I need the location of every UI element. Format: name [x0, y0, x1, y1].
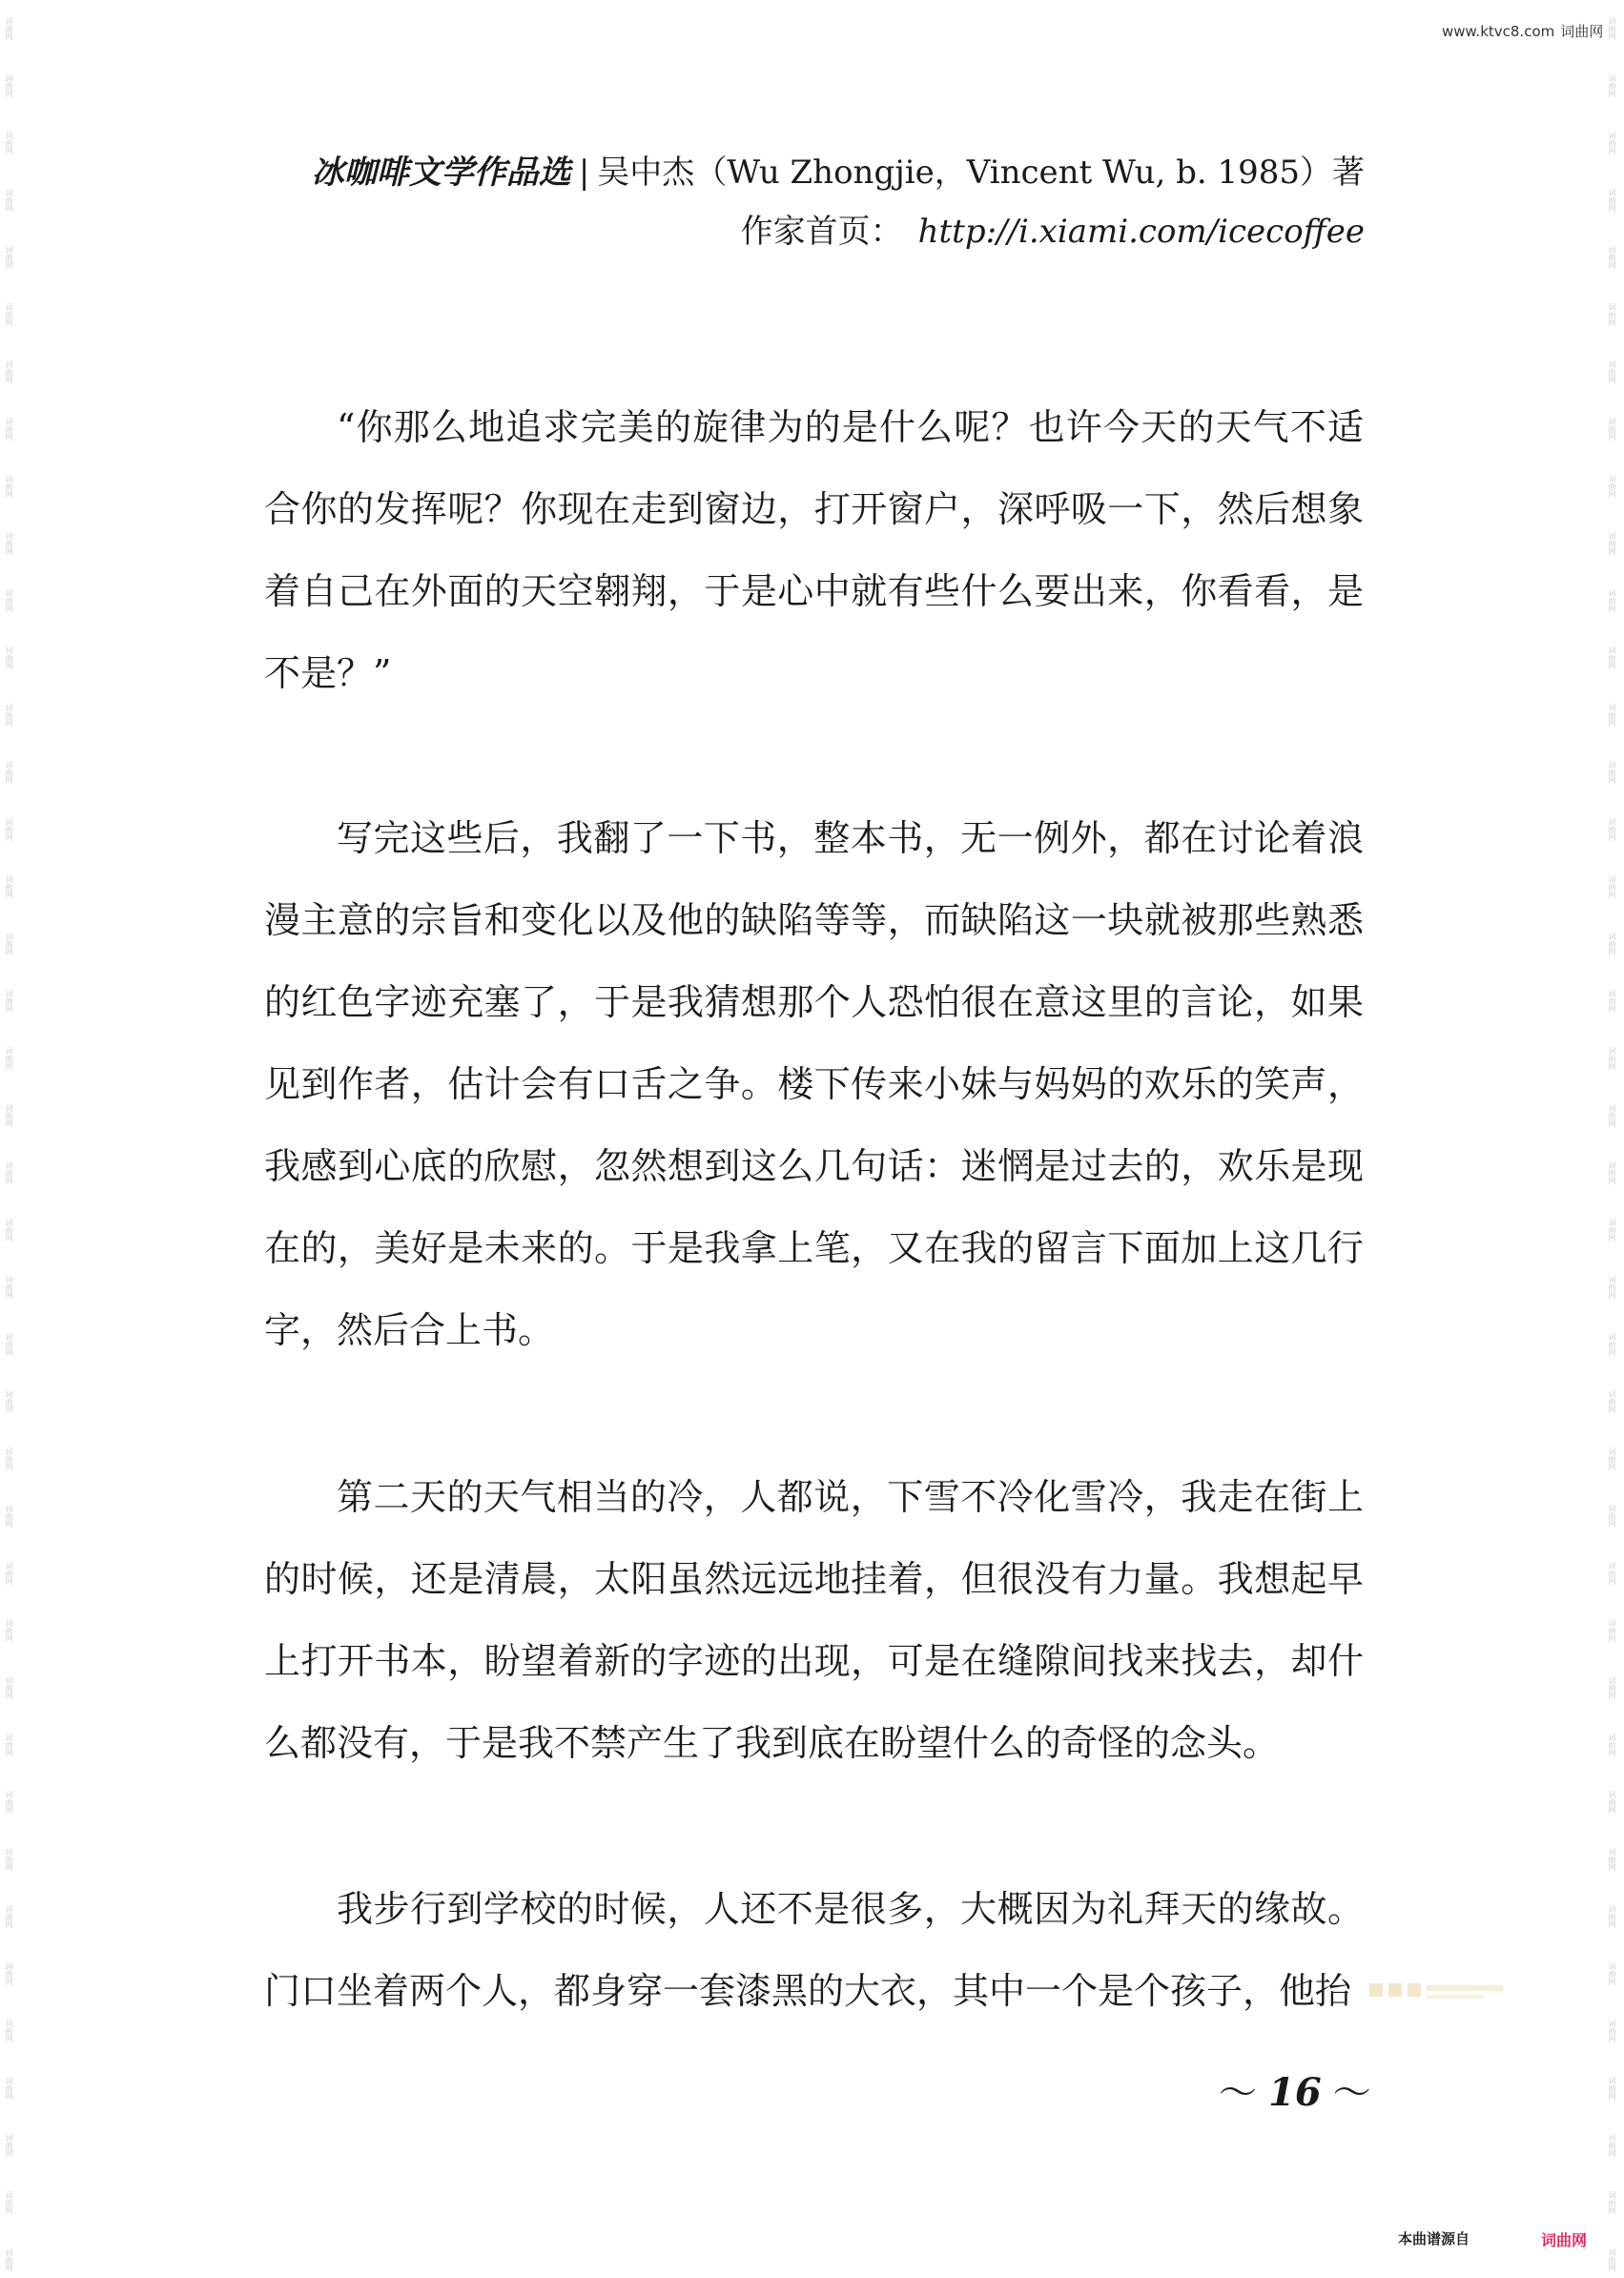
watermark-text: 词曲网 — [1608, 990, 1616, 1013]
watermark-text: 词曲网 — [1608, 2020, 1616, 2042]
homepage-label: 作家首页： — [740, 213, 903, 251]
watermark-text: 词曲网 — [1608, 933, 1616, 955]
watermark-text: 词曲网 — [1608, 1161, 1616, 1184]
watermark-text: 词曲网 — [1608, 360, 1616, 383]
watermark-text: 词曲网 — [5, 1848, 13, 1871]
left-watermark-strip — [2, 0, 15, 2278]
watermark-text: 词曲网 — [5, 74, 13, 97]
watermark-text: 词曲网 — [5, 1734, 13, 1756]
right-watermark-strip — [1605, 0, 1618, 2278]
watermark-text: 词曲网 — [5, 418, 13, 441]
watermark-text: 词曲网 — [5, 189, 13, 212]
watermark-text: 词曲网 — [1608, 2191, 1616, 2214]
watermark-text: 词曲网 — [5, 475, 13, 498]
watermark-text: 词曲网 — [5, 761, 13, 784]
homepage-link[interactable]: http://i.xiami.com/icecoffee — [917, 213, 1365, 251]
watermark-text: 词曲网 — [1608, 1390, 1616, 1413]
page-number-value: 16 — [1268, 2070, 1322, 2115]
watermark-text: 词曲网 — [5, 2077, 13, 2100]
watermark-text: 词曲网 — [5, 1219, 13, 1242]
book-header — [312, 143, 1365, 261]
watermark-text: 词曲网 — [1608, 418, 1616, 441]
faint-logo-icon — [1366, 1974, 1509, 2006]
watermark-text: 词曲网 — [5, 933, 13, 955]
body-paragraph-4 — [264, 1868, 1364, 2032]
watermark-text: 词曲网 — [1608, 1619, 1616, 1642]
header-separator: | — [578, 154, 590, 192]
header-line-2 — [312, 202, 1365, 261]
watermark-text: 词曲网 — [1608, 1962, 1616, 1985]
watermark-text: 词曲网 — [1608, 589, 1616, 612]
watermark-text: 词曲网 — [5, 1619, 13, 1642]
footer-source-note: 本曲谱源自 — [1398, 2230, 1470, 2247]
watermark-text: 词曲网 — [1608, 1676, 1616, 1699]
site-header — [1442, 21, 1603, 41]
watermark-text: 词曲网 — [5, 132, 13, 154]
site-url[interactable]: www.ktvc8.com — [1442, 23, 1555, 40]
paragraph-text: 第二天的天气相当的冷，人都说，下雪不冷化雪冷，我走在街上的时候，还是清晨，太阳虽然远远地挂着，但很没有力量。我想起早上打开书本，盼望着新的字迹的出现，可是在缝隙间找来找去，却什么都没有，于是我不禁产生了我到底在盼望什么的奇怪的念头。 — [264, 1476, 1364, 1764]
site-brand: 词曲网 — [1560, 23, 1604, 40]
watermark-text: 词曲网 — [5, 1676, 13, 1699]
watermark-text: 词曲网 — [1608, 1562, 1616, 1585]
footer-brand[interactable]: 词曲网 — [1541, 2231, 1588, 2249]
watermark-text: 词曲网 — [1608, 1219, 1616, 1242]
paragraph-text: “你那么地追求完美的旋律为的是什么呢？也许今天的天气不适合你的发挥呢？你现在走到窗边，打开窗户，深呼吸一下，然后想象着自己在外面的天空翱翔，于是心中就有些什么要出来，你看看，是不是？” — [264, 406, 1364, 694]
watermark-text: 词曲网 — [1608, 475, 1616, 498]
watermark-text: 词曲网 — [5, 2191, 13, 2214]
faint-logo-watermark — [1366, 1974, 1509, 2006]
watermark-text: 词曲网 — [5, 2020, 13, 2042]
author-line: 吴中杰（Wu Zhongjie，Vincent Wu, b. 1985）著 — [597, 154, 1365, 192]
body-paragraph-3 — [264, 1456, 1364, 1784]
watermark-text: 词曲网 — [1608, 1333, 1616, 1356]
watermark-text: 词曲网 — [1608, 1791, 1616, 1814]
watermark-text: 词曲网 — [1608, 1905, 1616, 1928]
watermark-text: 词曲网 — [1608, 17, 1616, 40]
body-paragraph-2 — [264, 797, 1364, 1371]
watermark-text: 词曲网 — [1608, 2248, 1616, 2271]
watermark-text: 词曲网 — [1608, 818, 1616, 841]
watermark-text: 词曲网 — [1608, 1734, 1616, 1756]
watermark-text: 词曲网 — [5, 1447, 13, 1470]
watermark-text: 词曲网 — [1608, 1276, 1616, 1299]
watermark-text: 词曲网 — [5, 1276, 13, 1299]
watermark-text: 词曲网 — [1608, 1505, 1616, 1528]
watermark-text: 词曲网 — [5, 1791, 13, 1814]
watermark-text: 词曲网 — [1608, 246, 1616, 269]
watermark-text: 词曲网 — [1608, 646, 1616, 669]
watermark-text: 词曲网 — [1608, 1047, 1616, 1070]
watermark-text: 词曲网 — [5, 1390, 13, 1413]
watermark-text: 词曲网 — [5, 246, 13, 269]
watermark-text: 词曲网 — [5, 2248, 13, 2271]
watermark-text: 词曲网 — [5, 1562, 13, 1585]
watermark-text: 词曲网 — [5, 704, 13, 727]
watermark-text: 词曲网 — [5, 17, 13, 40]
watermark-text: 词曲网 — [1608, 303, 1616, 326]
watermark-text: 词曲网 — [1608, 2077, 1616, 2100]
watermark-text: 词曲网 — [5, 1505, 13, 1528]
watermark-text: 词曲网 — [5, 360, 13, 383]
watermark-text: 词曲网 — [1608, 1848, 1616, 1871]
watermark-text: 词曲网 — [1608, 74, 1616, 97]
body-paragraph-1 — [264, 386, 1364, 714]
header-line-1 — [312, 143, 1365, 202]
series-title: 冰咖啡文学作品选 — [311, 154, 571, 192]
watermark-text: 词曲网 — [1608, 704, 1616, 727]
watermark-text: 词曲网 — [5, 589, 13, 612]
watermark-text: 词曲网 — [5, 532, 13, 555]
watermark-text: 词曲网 — [1608, 875, 1616, 898]
watermark-text: 词曲网 — [5, 990, 13, 1013]
watermark-text: 词曲网 — [5, 646, 13, 669]
watermark-text: 词曲网 — [1608, 189, 1616, 212]
paragraph-text: 写完这些后，我翻了一下书，整本书，无一例外，都在讨论着浪漫主意的宗旨和变化以及他的缺陷等等，而缺陷这一块就被那些熟悉的红色字迹充塞了，于是我猜想那个人恐怕很在意这里的言论，如果见到作者，估计会有口舌之争。楼下传来小妹与妈妈的欢乐的笑声，我感到心底的欣慰，忽然想到这么几句话：迷惘是过去的，欢乐是现在的，美好是未来的。于是我拿上笔，又在我的留言下面加上这几行字，然后合上书。 — [264, 817, 1364, 1351]
watermark-text: 词曲网 — [5, 1905, 13, 1928]
watermark-text: 词曲网 — [1608, 1104, 1616, 1127]
watermark-text: 词曲网 — [5, 2134, 13, 2157]
watermark-text: 词曲网 — [1608, 532, 1616, 555]
page-number-left-tilde: ～ — [1219, 2071, 1257, 2115]
watermark-text: 词曲网 — [5, 303, 13, 326]
watermark-text: 词曲网 — [1608, 1447, 1616, 1470]
watermark-text: 词曲网 — [5, 1161, 13, 1184]
watermark-text: 词曲网 — [5, 1962, 13, 1985]
watermark-text: 词曲网 — [5, 1047, 13, 1070]
watermark-text: 词曲网 — [5, 1333, 13, 1356]
page-number-right-tilde: ～ — [1332, 2071, 1371, 2115]
watermark-text: 词曲网 — [5, 1104, 13, 1127]
watermark-text: 词曲网 — [1608, 132, 1616, 154]
page-number — [1207, 2063, 1383, 2117]
watermark-text: 词曲网 — [5, 818, 13, 841]
watermark-text: 词曲网 — [5, 875, 13, 898]
paragraph-text: 我步行到学校的时候，人还不是很多，大概因为礼拜天的缘故。门口坐着两个人，都身穿一套漆黑的大衣，其中一个是个孩子，他抬 — [264, 1888, 1364, 2012]
watermark-text: 词曲网 — [1608, 2134, 1616, 2157]
watermark-text: 词曲网 — [1608, 761, 1616, 784]
